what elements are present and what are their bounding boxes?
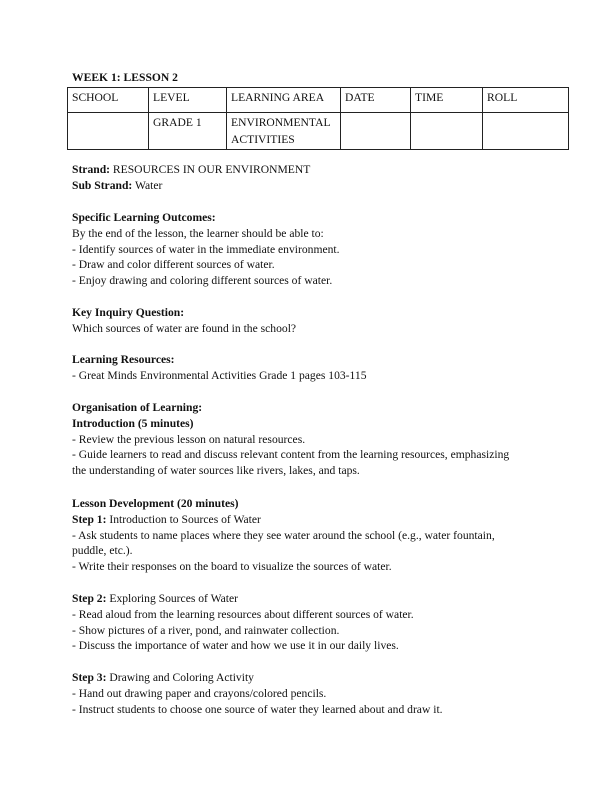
cell-level: GRADE 1 bbox=[149, 113, 227, 150]
list-item: - Great Minds Environmental Activities Grade 1 pages 103-115 bbox=[72, 368, 367, 382]
cell-date bbox=[341, 113, 411, 150]
lesson-info-table bbox=[67, 87, 569, 150]
inquiry-heading: Key Inquiry Question: bbox=[72, 306, 185, 319]
table-row bbox=[68, 113, 569, 150]
cell-time bbox=[411, 113, 483, 150]
list-item: - Hand out drawing paper and crayons/colored pencils. bbox=[72, 686, 327, 700]
inquiry-text: Which sources of water are found in the school? bbox=[72, 321, 297, 335]
cell-learning-area: ENVIRONMENTAL ACTIVITIES bbox=[227, 113, 341, 150]
list-item: - Guide learners to read and discuss relevant content from the learning resources, emphasizing bbox=[72, 448, 510, 462]
list-item: - Instruct students to choose one source of water they learned about and draw it. bbox=[72, 702, 443, 716]
inquiry-section bbox=[72, 305, 552, 337]
development-section bbox=[72, 496, 552, 575]
strand-label: Strand: bbox=[72, 163, 111, 176]
introduction-heading: Introduction (5 minutes) bbox=[72, 416, 194, 430]
header-learning-area: LEARNING AREA bbox=[227, 88, 341, 113]
resources-section bbox=[72, 352, 552, 384]
list-item: - Ask students to name places where they see water around the school (e.g., water fountain, bbox=[72, 528, 495, 542]
header-date: DATE bbox=[341, 88, 411, 113]
lesson-title bbox=[72, 70, 552, 86]
sub-strand-value: Water bbox=[134, 178, 163, 192]
list-item: - Identify sources of water in the immediate environment. bbox=[72, 242, 340, 256]
strand-section bbox=[72, 162, 552, 194]
outcomes-intro: By the end of the lesson, the learner should be able to: bbox=[72, 226, 324, 240]
development-heading: Lesson Development (20 minutes) bbox=[72, 497, 239, 510]
sub-strand-label: Sub Strand: bbox=[72, 178, 133, 192]
list-item: - Review the previous lesson on natural resources. bbox=[72, 432, 306, 446]
step-title: Exploring Sources of Water bbox=[109, 592, 238, 605]
header-roll: ROLL bbox=[483, 88, 569, 113]
header-school: SCHOOL bbox=[68, 88, 149, 113]
title-text: WEEK 1: LESSON 2 bbox=[72, 71, 178, 84]
step-label: Step 2: bbox=[72, 592, 107, 605]
header-level: LEVEL bbox=[149, 88, 227, 113]
list-item: the understanding of water sources like rivers, lakes, and taps. bbox=[72, 464, 360, 478]
step-label: Step 1: bbox=[72, 512, 107, 526]
resources-heading: Learning Resources: bbox=[72, 353, 175, 366]
step-3-section bbox=[72, 670, 552, 717]
step-label: Step 3: bbox=[72, 671, 107, 684]
organisation-heading: Organisation of Learning: bbox=[72, 401, 203, 414]
list-item: - Draw and color different sources of water. bbox=[72, 258, 275, 272]
organisation-section bbox=[72, 400, 552, 479]
list-item: - Discuss the importance of water and how we use it in our daily lives. bbox=[72, 639, 399, 653]
header-time: TIME bbox=[411, 88, 483, 113]
step-title: Introduction to Sources of Water bbox=[109, 512, 261, 526]
list-item: - Read aloud from the learning resources about different sources of water. bbox=[72, 607, 414, 621]
outcomes-section bbox=[72, 210, 552, 289]
table-header-row bbox=[68, 88, 569, 113]
list-item: - Enjoy drawing and coloring different sources of water. bbox=[72, 274, 333, 288]
list-item: puddle, etc.). bbox=[72, 544, 133, 558]
outcomes-heading: Specific Learning Outcomes: bbox=[72, 211, 216, 224]
strand-value: RESOURCES IN OUR ENVIRONMENT bbox=[112, 163, 311, 176]
step-title: Drawing and Coloring Activity bbox=[109, 671, 254, 684]
cell-school bbox=[68, 113, 149, 150]
step-2-section bbox=[72, 591, 552, 654]
list-item: - Show pictures of a river, pond, and rainwater collection. bbox=[72, 623, 340, 637]
cell-roll bbox=[483, 113, 569, 150]
list-item: - Write their responses on the board to visualize the sources of water. bbox=[72, 560, 392, 574]
